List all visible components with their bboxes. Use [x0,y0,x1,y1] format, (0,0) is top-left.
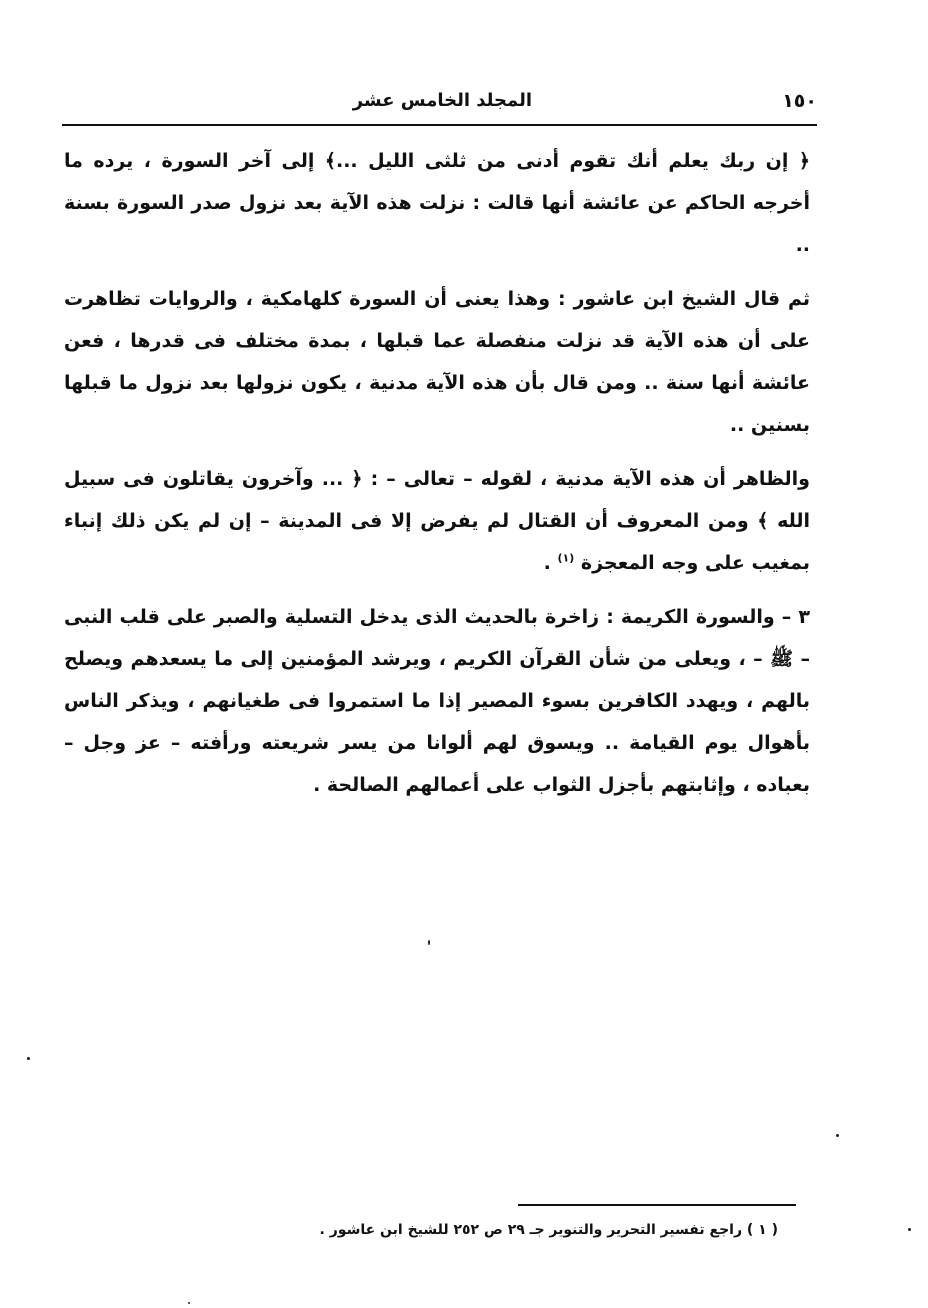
paragraph-2: ثم قال الشيخ ابن عاشور : وهذا يعنى أن السورة كلهامكية ، والروايات تظاهرت على أن هذه الآية قد نزلت منفصلة عما قبلها ، بمدة مختلف فى قدرها ، فعن عائشة أنها سنة .. ومن قال بأن هذه الآية مدنية ، يكون نزولها بعد نزول ما قبلها بسنين .. [64,288,810,436]
scan-speck [27,1057,30,1060]
paragraph-1: ﴿ إن ربك يعلم أنك تقوم أدنى من ثلثى الليل ...﴾ إلى آخر السورة ، يرده ما أخرجه الحاكم عن عائشة أنها قالت : نزلت هذه الآية بعد نزول صدر السورة بسنة .. [64,150,810,256]
paragraph-3-tail: . [543,552,558,574]
scan-speck [836,1134,839,1137]
footnote-rule [518,1204,796,1206]
page-number: ١٥٠ [782,90,817,112]
header-rule [62,124,817,126]
body-text [64,140,810,818]
running-title: المجلد الخامس عشر [352,90,532,111]
footnote-reference: (١) [557,551,575,565]
paragraph-3-text: والظاهر أن هذه الآية مدنية ، لقوله – تعالى – : ﴿ ... وآخرون يقاتلون فى سبيل الله ﴾ ومن المعروف أن القتال لم يفرض إلا فى المدينة – إن لم يكن ذلك إنباء بمغيب على وجه المعجزة [64,468,810,574]
footnote: ( ١ ) راجع تفسير التحرير والتنوير جـ ٢٩ ص ٢٥٢ للشيخ ابن عاشور . [319,1222,778,1238]
scan-speck [188,1302,190,1304]
paragraph-4: ٣ – والسورة الكريمة : زاخرة بالحديث الذى يدخل التسلية والصبر على قلب النبى – ﷺ – ، ويعلى من شأن القرآن الكريم ، ويرشد المؤمنين إلى ما يسعدهم ويصلح بالهم ، ويهدد الكافرين بسوء المصير إذا ما استمروا فى طغيانهم ، ويذكر الناس بأهوال يوم القيامة .. ويسوق لهم ألوانا من يسر شريعته ورأفته – عز وجل – بعباده ، وإثابتهم بأجزل الثواب على أعمالهم الصالحة . [64,606,810,796]
scan-speck [428,940,430,945]
paragraph-3 [64,458,810,584]
page-header [62,82,817,122]
scan-speck [908,1228,911,1231]
